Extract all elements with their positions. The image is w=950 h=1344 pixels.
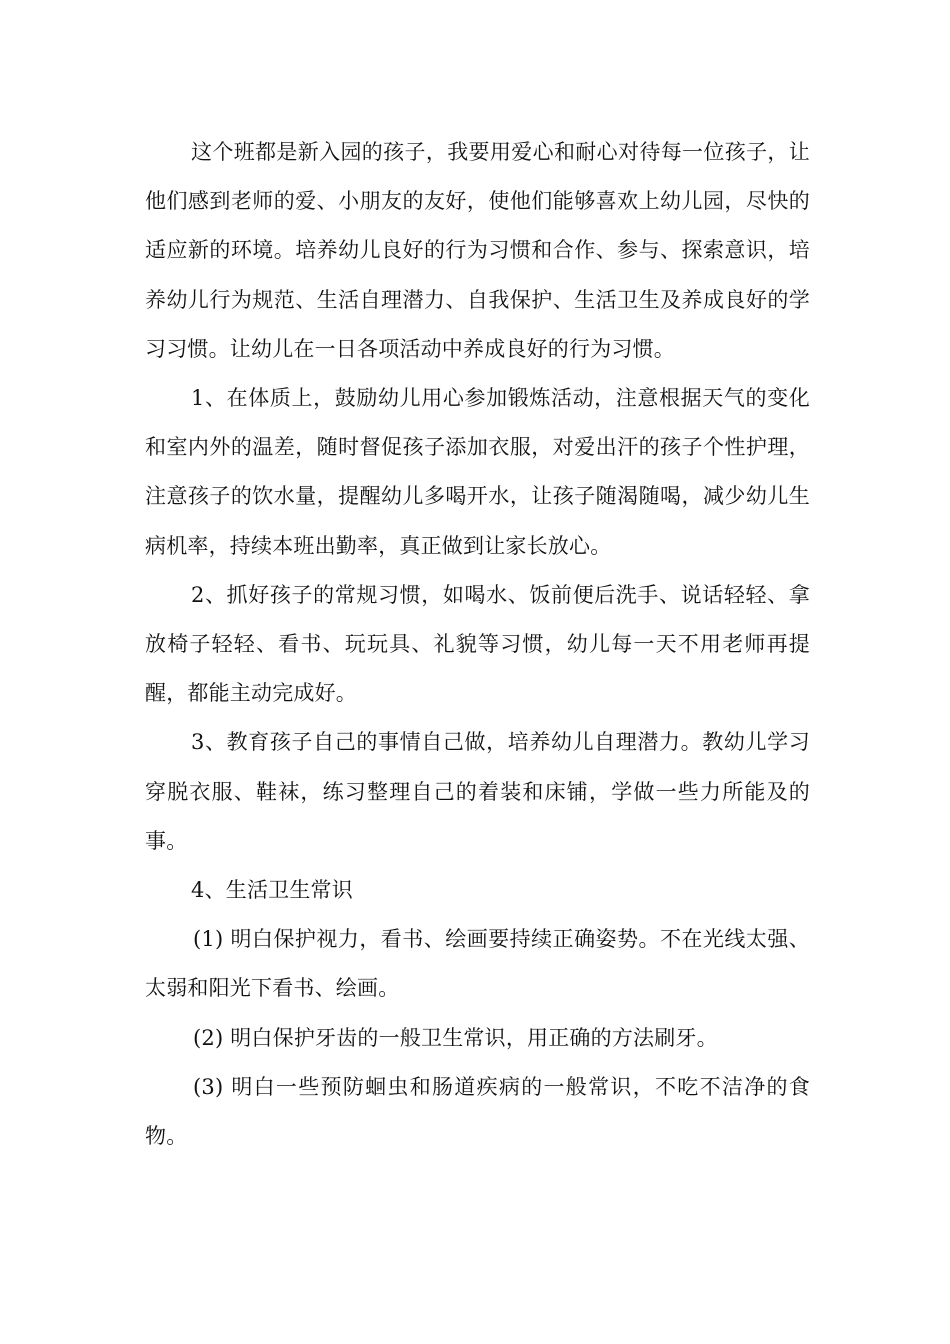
paragraph-item-4-heading: 4、生活卫生常识 bbox=[191, 878, 353, 903]
paragraph-sub-item-1: (1) 明白保护视力，看书、绘画要持续正确姿势。不在光线太强、太弱和阳光下看书、绘画。 bbox=[145, 927, 810, 1001]
paragraph-sub-item-3: (3) 明白一些预防蛔虫和肠道疾病的一般常识，不吃不洁净的食物。 bbox=[145, 1074, 810, 1149]
document-body bbox=[145, 128, 810, 1161]
paragraph-item-3: 3、教育孩子自己的事情自己做，培养幼儿自理潜力。教幼儿学习穿脱衣服、鞋袜，练习整理自己的着装和床铺，学做一些力所能及的事。 bbox=[145, 730, 810, 853]
paragraph-item-1: 1、在体质上，鼓励幼儿用心参加锻炼活动，注意根据天气的变化和室内外的温差，随时督促孩子添加衣服，对爱出汗的孩子个性护理，注意孩子的饮水量，提醒幼儿多喝开水，让孩子随渴随喝，减少幼儿生病机率，持续本班出勤率，真正做到让家长放心。 bbox=[145, 386, 810, 558]
paragraph-intro: 这个班都是新入园的孩子，我要用爱心和耐心对待每一位孩子，让他们感到老师的爱、小朋友的友好，使他们能够喜欢上幼儿园，尽快的适应新的环境。培养幼儿良好的行为习惯和合作、参与、探索意识，培养幼儿行为规范、生活自理潜力、自我保护、生活卫生及养成良好的学习习惯。让幼儿在一日各项活动中养成良好的行为习惯。 bbox=[145, 140, 810, 361]
paragraph-item-2: 2、抓好孩子的常规习惯，如喝水、饭前便后洗手、说话轻轻、拿放椅子轻轻、看书、玩玩具、礼貌等习惯，幼儿每一天不用老师再提醒，都能主动完成好。 bbox=[145, 582, 810, 706]
paragraph-sub-item-2: (2) 明白保护牙齿的一般卫生常识，用正确的方法刷牙。 bbox=[193, 1025, 718, 1050]
